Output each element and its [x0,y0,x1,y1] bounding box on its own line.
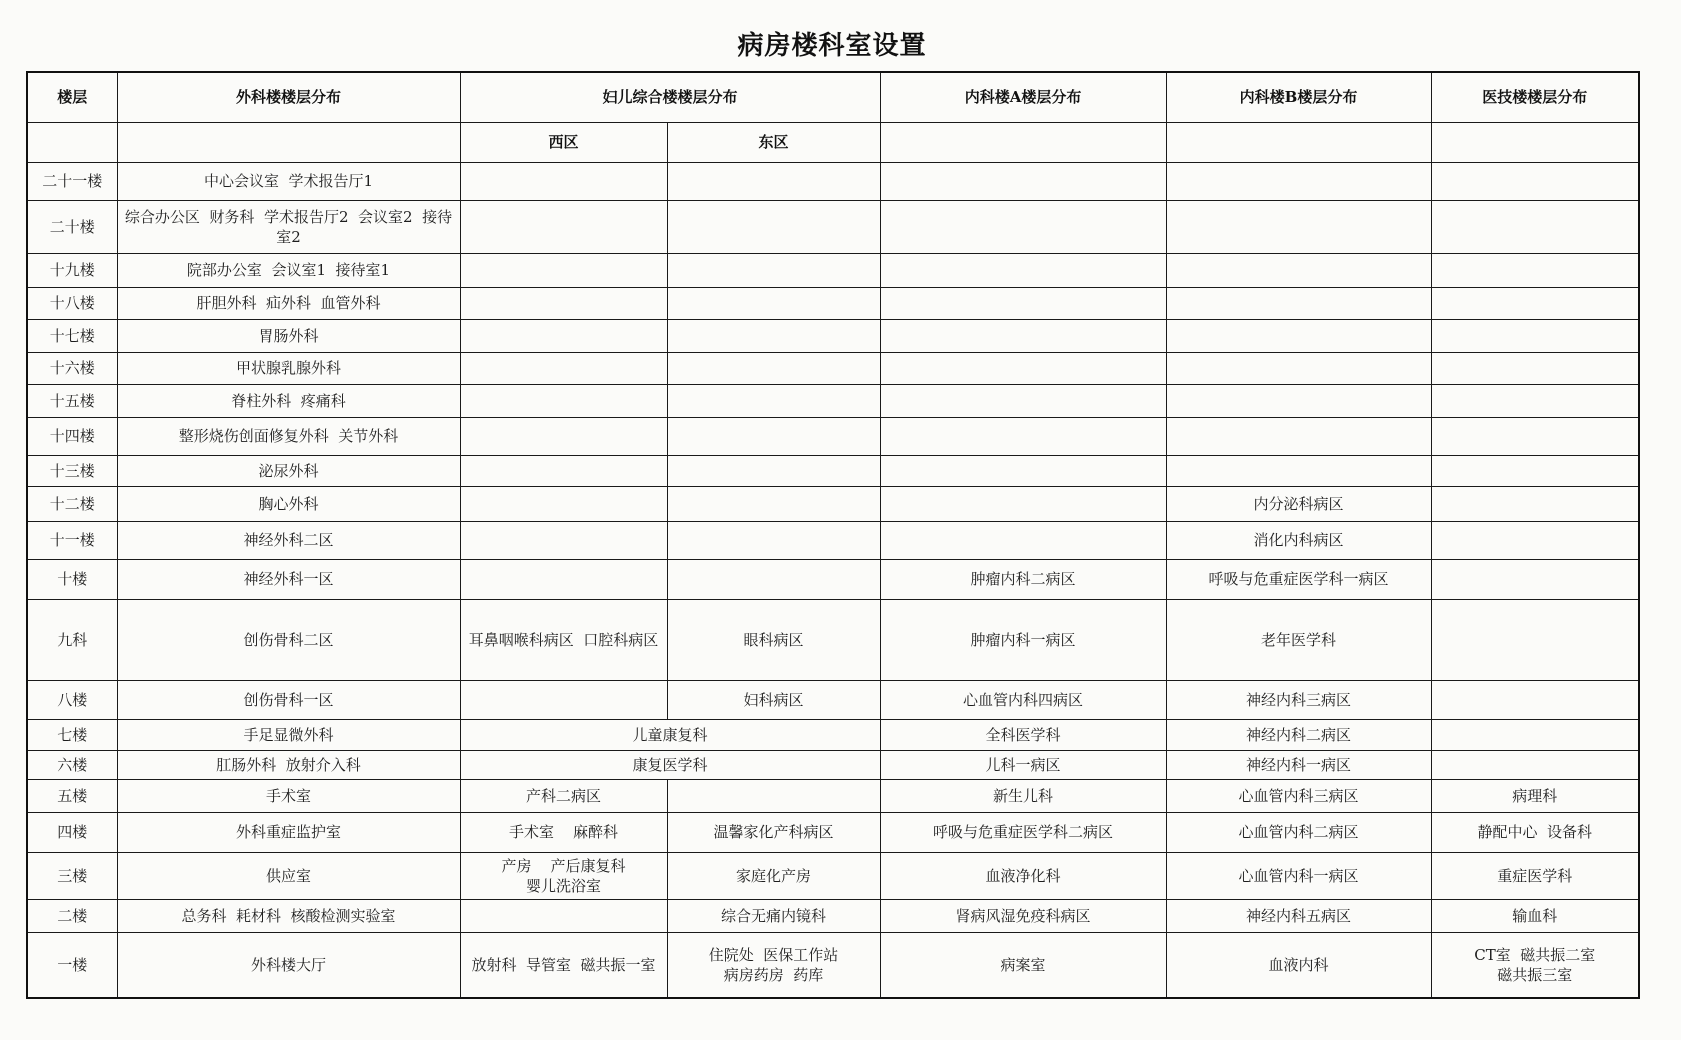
surgery-building-cell: 肛肠外科 放射介入科 [117,750,460,779]
women-children-west-cell [460,455,667,486]
floor-label: 四楼 [27,812,117,852]
internal-b-building-cell [1166,319,1431,352]
floor-row [27,750,1639,779]
floor-label: 十八楼 [27,287,117,319]
floor-row [27,932,1639,998]
medtech-building-cell [1431,287,1639,319]
surgery-building-cell: 整形烧伤创面修复外科 关节外科 [117,417,460,455]
internal-b-building-cell [1166,253,1431,287]
surgery-building-header: 外科楼楼层分布 [117,72,460,122]
header-row [27,72,1639,122]
medtech-building-cell [1431,253,1639,287]
floor-header: 楼层 [27,72,117,122]
floor-row [27,719,1639,750]
floor-row [27,779,1639,812]
floor-row [27,521,1639,559]
medtech-building-cell [1431,455,1639,486]
floor-label: 二十楼 [27,200,117,253]
subheader-internal-b-blank [1166,122,1431,162]
internal-b-building-cell: 神经内科一病区 [1166,750,1431,779]
women-children-east-cell [667,779,880,812]
internal-b-building-cell: 神经内科五病区 [1166,899,1431,932]
internal-b-building-cell [1166,287,1431,319]
medtech-building-cell [1431,486,1639,521]
surgery-building-cell: 手足显微外科 [117,719,460,750]
medtech-building-cell [1431,162,1639,200]
internal-b-building-cell [1166,162,1431,200]
internal-b-building-cell: 心血管内科二病区 [1166,812,1431,852]
internal-b-building-cell [1166,200,1431,253]
surgery-building-cell: 中心会议室 学术报告厅1 [117,162,460,200]
floor-row [27,559,1639,599]
internal-a-building-cell [880,521,1166,559]
internal-b-building-cell: 神经内科二病区 [1166,719,1431,750]
floor-label: 一楼 [27,932,117,998]
surgery-building-cell: 甲状腺乳腺外科 [117,352,460,384]
women-children-west-cell: 耳鼻咽喉科病区 口腔科病区 [460,599,667,680]
surgery-building-cell: 肝胆外科 疝外科 血管外科 [117,287,460,319]
women-children-west-cell [460,559,667,599]
women-children-west-cell [460,200,667,253]
women-children-east-cell [667,417,880,455]
women-children-east-cell [667,319,880,352]
medtech-building-cell [1431,352,1639,384]
surgery-building-cell: 创伤骨科一区 [117,680,460,719]
medtech-building-cell [1431,521,1639,559]
internal-a-building-cell: 全科医学科 [880,719,1166,750]
surgery-building-cell: 胸心外科 [117,486,460,521]
women-children-building-header: 妇儿综合楼楼层分布 [460,72,880,122]
surgery-building-cell: 总务科 耗材科 核酸检测实验室 [117,899,460,932]
internal-a-building-cell: 呼吸与危重症医学科二病区 [880,812,1166,852]
medtech-building-cell: 重症医学科 [1431,852,1639,899]
internal-b-building-cell [1166,417,1431,455]
floor-label: 十四楼 [27,417,117,455]
floor-label: 十三楼 [27,455,117,486]
internal-a-building-cell [880,319,1166,352]
floor-row [27,417,1639,455]
floor-row [27,162,1639,200]
floor-row [27,200,1639,253]
medtech-building-cell [1431,384,1639,417]
medtech-building-cell: 病理科 [1431,779,1639,812]
floor-label: 十九楼 [27,253,117,287]
medtech-building-cell [1431,319,1639,352]
floor-rows [27,162,1639,998]
floor-label: 十七楼 [27,319,117,352]
internal-b-building-cell: 呼吸与危重症医学科一病区 [1166,559,1431,599]
floor-label: 十六楼 [27,352,117,384]
floor-label: 二楼 [27,899,117,932]
medtech-building-cell [1431,200,1639,253]
floor-label: 七楼 [27,719,117,750]
women-children-east-cell [667,253,880,287]
medtech-building-header: 医技楼楼层分布 [1431,72,1639,122]
women-children-west-cell [460,899,667,932]
floor-label: 十一楼 [27,521,117,559]
surgery-building-cell: 脊柱外科 疼痛科 [117,384,460,417]
east-zone-header: 东区 [667,122,880,162]
women-children-west-cell [460,680,667,719]
women-children-west-cell [460,352,667,384]
women-children-west-cell [460,287,667,319]
women-children-west-cell [460,417,667,455]
internal-a-building-cell: 病案室 [880,932,1166,998]
women-children-west-cell: 手术室 麻醉科 [460,812,667,852]
internal-a-building-cell [880,352,1166,384]
women-children-east-cell: 妇科病区 [667,680,880,719]
subheader-floor-blank [27,122,117,162]
floor-row [27,680,1639,719]
internal-a-building-cell [880,253,1166,287]
surgery-building-cell: 神经外科二区 [117,521,460,559]
floor-row [27,352,1639,384]
floor-label: 八楼 [27,680,117,719]
women-children-west-cell: 产房 产后康复科 婴儿洗浴室 [460,852,667,899]
women-children-west-cell [460,486,667,521]
west-zone-header: 西区 [460,122,667,162]
women-children-east-cell: 温馨家化产科病区 [667,812,880,852]
internal-b-building-cell: 神经内科三病区 [1166,680,1431,719]
women-children-east-cell [667,200,880,253]
internal-b-building-cell [1166,455,1431,486]
women-children-west-cell: 放射科 导管室 磁共振一室 [460,932,667,998]
internal-a-building-cell [880,384,1166,417]
internal-b-building-header: 内科楼B楼层分布 [1166,72,1431,122]
internal-b-building-cell: 老年医学科 [1166,599,1431,680]
floor-row [27,455,1639,486]
internal-a-building-cell [880,455,1166,486]
floor-label: 九科 [27,599,117,680]
internal-a-building-cell: 肿瘤内科一病区 [880,599,1166,680]
internal-a-building-cell: 心血管内科四病区 [880,680,1166,719]
floor-label: 六楼 [27,750,117,779]
women-children-east-cell: 住院处 医保工作站 病房药房 药库 [667,932,880,998]
women-children-east-cell [667,287,880,319]
surgery-building-cell: 外科楼大厅 [117,932,460,998]
women-children-west-cell [460,319,667,352]
surgery-building-cell: 胃肠外科 [117,319,460,352]
department-floor-table [26,71,1640,999]
internal-b-building-cell: 心血管内科三病区 [1166,779,1431,812]
women-children-east-cell: 眼科病区 [667,599,880,680]
women-children-east-cell [667,486,880,521]
medtech-building-cell [1431,719,1639,750]
internal-a-building-cell [880,287,1166,319]
surgery-building-cell: 手术室 [117,779,460,812]
medtech-building-cell: 静配中心 设备科 [1431,812,1639,852]
women-children-west-cell [460,384,667,417]
internal-b-building-cell [1166,384,1431,417]
women-children-east-cell: 家庭化产房 [667,852,880,899]
medtech-building-cell: 输血科 [1431,899,1639,932]
subheader-row [27,122,1639,162]
floor-label: 二十一楼 [27,162,117,200]
medtech-building-cell [1431,599,1639,680]
surgery-building-cell: 神经外科一区 [117,559,460,599]
surgery-building-cell: 综合办公区 财务科 学术报告厅2 会议室2 接待室2 [117,200,460,253]
internal-a-building-cell: 肿瘤内科二病区 [880,559,1166,599]
women-children-east-cell [667,384,880,417]
women-children-west-cell [460,521,667,559]
internal-a-building-header: 内科楼A楼层分布 [880,72,1166,122]
floor-label: 三楼 [27,852,117,899]
women-children-east-cell [667,521,880,559]
floor-row [27,319,1639,352]
floor-row [27,287,1639,319]
women-children-west-cell [460,162,667,200]
surgery-building-cell: 泌尿外科 [117,455,460,486]
women-children-west-cell: 产科二病区 [460,779,667,812]
women-children-merged-cell: 儿童康复科 [460,719,880,750]
floor-label: 十五楼 [27,384,117,417]
internal-a-building-cell [880,486,1166,521]
subheader-surgery-blank [117,122,460,162]
internal-a-building-cell [880,200,1166,253]
internal-a-building-cell: 血液净化科 [880,852,1166,899]
medtech-building-cell [1431,750,1639,779]
surgery-building-cell: 院部办公室 会议室1 接待室1 [117,253,460,287]
subheader-internal-a-blank [880,122,1166,162]
floor-row [27,384,1639,417]
medtech-building-cell: CT室 磁共振二室 磁共振三室 [1431,932,1639,998]
women-children-east-cell [667,559,880,599]
document-title: 病房楼科室设置 [737,31,927,61]
floor-row [27,852,1639,899]
women-children-west-cell [460,253,667,287]
medtech-building-cell [1431,417,1639,455]
floor-row [27,486,1639,521]
internal-b-building-cell: 心血管内科一病区 [1166,852,1431,899]
subheader-medtech-blank [1431,122,1639,162]
floor-label: 十二楼 [27,486,117,521]
surgery-building-cell: 外科重症监护室 [117,812,460,852]
women-children-east-cell [667,352,880,384]
women-children-merged-cell: 康复医学科 [460,750,880,779]
floor-row [27,899,1639,932]
floor-row [27,599,1639,680]
medtech-building-cell [1431,559,1639,599]
women-children-east-cell [667,162,880,200]
surgery-building-cell: 创伤骨科二区 [117,599,460,680]
internal-b-building-cell: 消化内科病区 [1166,521,1431,559]
floor-label: 十楼 [27,559,117,599]
women-children-east-cell: 综合无痛内镜科 [667,899,880,932]
internal-b-building-cell [1166,352,1431,384]
floor-label: 五楼 [27,779,117,812]
surgery-building-cell: 供应室 [117,852,460,899]
internal-a-building-cell: 新生儿科 [880,779,1166,812]
internal-a-building-cell: 儿科一病区 [880,750,1166,779]
floor-row [27,253,1639,287]
floor-row [27,812,1639,852]
internal-a-building-cell [880,417,1166,455]
internal-b-building-cell: 内分泌科病区 [1166,486,1431,521]
internal-a-building-cell: 肾病风湿免疫科病区 [880,899,1166,932]
women-children-east-cell [667,455,880,486]
medtech-building-cell [1431,680,1639,719]
internal-a-building-cell [880,162,1166,200]
internal-b-building-cell: 血液内科 [1166,932,1431,998]
